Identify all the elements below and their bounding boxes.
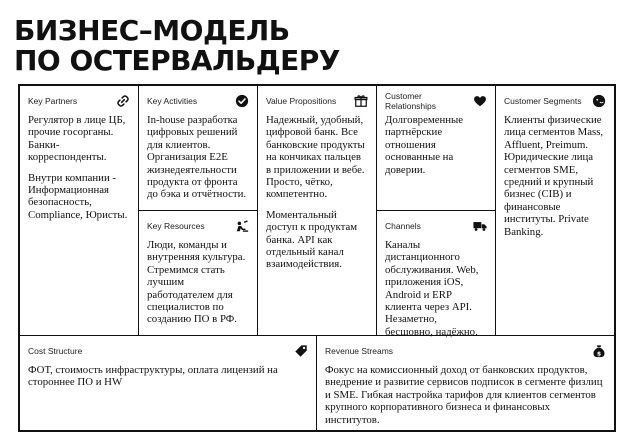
- block-value-propositions: [258, 86, 377, 336]
- block-label: Value Propositions: [266, 96, 337, 106]
- block-label: Customer Segments: [504, 96, 582, 106]
- check-circle-icon: [235, 94, 249, 108]
- block-text: Фокус на комиссионный доход от банковских продуктов, внедрение и развитие сервисов подписок в сегменте физлиц и SME. Гибкая настройка тарифов для клиентов сегментов крупного корпоративного бизнеса и финансовых институтов.: [325, 364, 603, 426]
- svg-text:$: $: [596, 350, 602, 358]
- block-label: Key Partners: [28, 96, 78, 106]
- block-channels: [377, 211, 496, 336]
- block-label: Revenue Streams: [325, 346, 394, 356]
- link-icon: [116, 94, 130, 108]
- block-cost-structure: [20, 336, 317, 430]
- title-line-1: БИЗНЕС–МОДЕЛЬ: [14, 14, 290, 47]
- block-text: Моментальный доступ к продуктам банка. API как отдельный канал взаимодействия.: [266, 208, 358, 271]
- block-text: ФОТ, стоимость инфраструктуры, оплата лицензий на стороннее ПО и HW: [28, 364, 278, 389]
- block-label: Channels: [385, 221, 421, 231]
- block-key-activities: [139, 86, 258, 211]
- block-text: Внутри компании - Информационная безопасность, Compliance, Юристы.: [28, 171, 128, 221]
- gift-icon: [354, 94, 368, 108]
- block-label: Cost Structure: [28, 346, 83, 356]
- block-text: Клиенты физические лица сегментов Mass, Affluent, Preimum. Юридические лица сегментов SME, средний и крупный бизнес (CIB) и финансовые институты. Private Banking.: [504, 114, 604, 238]
- block-label: Key Activities: [147, 96, 198, 106]
- truck-icon: [473, 219, 487, 233]
- block-label: Customer Relationships: [385, 91, 437, 111]
- worker-icon: [235, 219, 249, 233]
- block-text: Регулятор в лице ЦБ, прочие госорганы. Банки-корреспонденты.: [28, 114, 126, 164]
- money-bag-icon: [592, 344, 606, 358]
- tag-icon: [294, 344, 308, 358]
- business-model-canvas: [18, 84, 616, 432]
- block-key-partners: [20, 86, 139, 336]
- block-text: Долговременные партнёрские отношения основанные на доверии.: [385, 114, 464, 176]
- page-title: [14, 16, 340, 76]
- block-text: Надежный, удобный, цифровой банк. Все банковские продукты на кончиках пальцев в приложении и вебе. Просто, чётко, компетентно.: [266, 114, 365, 201]
- heart-icon: [473, 94, 487, 108]
- block-revenue-streams: [317, 336, 614, 430]
- block-text: Люди, команды и внутренняя культура. Стремимся стать лучшим работодателем для специалистов по созданию ПО в РФ.: [147, 239, 246, 326]
- block-text: Каналы дистанционного обслуживания. Web, приложения iOS, Android и ERP клиента через API. Незаметно, бесшовно, надёжно.: [385, 239, 479, 338]
- block-label: Key Resources: [147, 221, 205, 231]
- user-icon: [592, 94, 606, 108]
- title-line-2: ПО ОСТЕРВАЛЬДЕРУ: [14, 44, 340, 77]
- block-customer-segments: [496, 86, 614, 336]
- block-key-resources: [139, 211, 258, 336]
- block-text: In-house разработка цифровых решений для клиентов. Организация E2E жизнедеятельности продукта от фронта до бэка и отчётности.: [147, 114, 247, 201]
- block-customer-relationships: [377, 86, 496, 211]
